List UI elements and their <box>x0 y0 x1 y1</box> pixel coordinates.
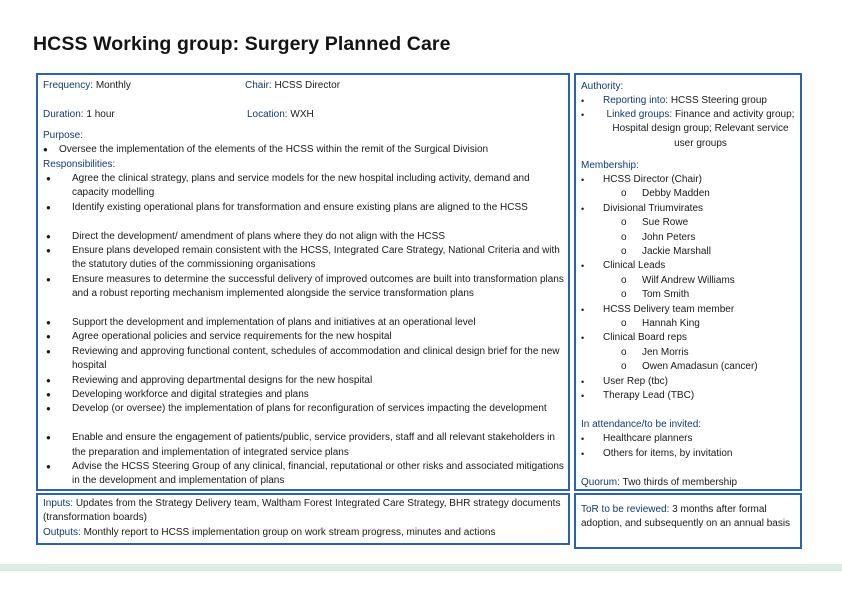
member-group-name: Therapy Lead (TBC) <box>603 390 695 401</box>
bullet-icon: ● <box>46 375 51 385</box>
duration-value: 1 hour <box>86 109 115 120</box>
sub-bullet-icon: o <box>621 289 627 301</box>
sub-bullet-icon: o <box>621 217 627 229</box>
tor-label: ToR to be reviewed: <box>581 504 670 515</box>
member-name: Sue Rowe <box>642 217 689 229</box>
tor-field <box>581 503 796 532</box>
sub-bullet-icon: o <box>621 188 627 200</box>
inputs-outputs-panel <box>36 493 570 545</box>
responsibility-item: Enable and ensure the engagement of patients/public, service providers, staff and all relevant stakeholders in the preparation and implementation of integrated service plans <box>72 432 555 458</box>
member-group-name: Clinical Board reps <box>603 332 687 344</box>
member-name: Wilf Andrew Williams <box>642 274 735 286</box>
inputs-label: Inputs: <box>43 498 74 509</box>
member-name: Debby Madden <box>642 188 710 200</box>
bullet-icon: • <box>581 449 585 459</box>
bullet-icon: • <box>581 333 585 344</box>
bullet-icon: ● <box>46 202 51 212</box>
member-name: Tom Smith <box>642 289 690 301</box>
sub-bullet-icon: o <box>621 246 627 257</box>
bullet-icon: • <box>581 434 585 444</box>
bullet-icon: ● <box>46 404 51 414</box>
bullet-icon: • <box>581 376 585 387</box>
member-name: Hannah King <box>642 318 700 329</box>
bullet-icon: • <box>581 391 585 401</box>
outputs-value: Monthly report to HCSS implementation group on work stream progress, minutes and actions <box>83 527 496 538</box>
bullet-icon: • <box>581 261 585 272</box>
responsibilities-heading: Responsibilities: <box>43 159 116 170</box>
responsibility-item: Support the development and implementation of plans and initiatives at an operational level <box>72 317 476 328</box>
responsibility-item: Ensure measures to determine the successful delivery of improved outcomes are built into transformation plans and a robust reporting mechanism implemented alongside the service transformation plans <box>72 273 564 300</box>
reporting-label: Reporting into: <box>603 95 669 106</box>
member-group-name: User Rep (tbc) <box>603 375 669 387</box>
location-value: WXH <box>290 109 314 120</box>
bullet-icon: • <box>581 175 585 185</box>
location-field <box>247 108 314 122</box>
duration-label: Duration: <box>43 109 84 120</box>
quorum-field <box>581 476 737 490</box>
sub-bullet-icon: o <box>621 361 627 373</box>
sub-bullet-icon: o <box>621 318 627 329</box>
sub-bullet-icon: o <box>621 346 627 358</box>
bullet-icon: ● <box>46 231 51 241</box>
bullet-icon: • <box>581 96 585 106</box>
member-group-name: Clinical Leads <box>603 260 666 272</box>
member-name: Jackie Marshall <box>642 246 711 257</box>
member-group-name: HCSS Director (Chair) <box>603 174 702 185</box>
frequency-value: Monthly <box>95 80 131 91</box>
bullet-icon: ● <box>46 246 51 255</box>
outputs-field <box>43 526 561 540</box>
responsibility-item: Advise the HCSS Steering Group of any clinical, financial, reputational or other risks and associated mitigations in the development and implementation of plans <box>72 461 564 487</box>
chair-value: HCSS Director <box>274 80 341 91</box>
bullet-icon: ● <box>43 145 48 154</box>
authority-heading: Authority: <box>581 81 624 92</box>
attendance-item: Healthcare planners <box>603 433 693 444</box>
linked-value: Finance and activity group; Hospital design group; Relevant service user groups <box>612 109 795 149</box>
sub-bullet-icon: o <box>621 274 627 286</box>
responsibility-item: Develop (or oversee) the implementation of plans for reconfiguration of services impacting the development <box>72 403 547 415</box>
bullet-icon: • <box>581 110 585 120</box>
purpose-item <box>43 143 488 157</box>
reporting-value: HCSS Steering group <box>670 95 767 106</box>
attendance-item: Others for items, by invitation <box>603 448 733 459</box>
responsibility-item: Identify existing operational plans for transformation and ensure existing plans are aligned to the HCSS <box>72 201 528 213</box>
bullet-icon: ● <box>46 332 51 342</box>
bullet-icon: ● <box>46 274 51 284</box>
inputs-value: Updates from the Strategy Delivery team, Waltham Forest Integrated Care Strategy, BHR strategy documents (transformation boards) <box>43 498 561 524</box>
linked-field <box>603 108 798 151</box>
quorum-label: Quorum: <box>581 477 620 488</box>
inputs-field <box>43 497 561 526</box>
sub-bullet-icon: o <box>621 231 627 243</box>
bullet-icon: ● <box>46 346 51 356</box>
responsibility-item: Agree operational policies and service requirements for the new hospital <box>72 331 392 343</box>
purpose-text: Oversee the implementation of the elements of the HCSS within the remit of the Surgical Division <box>58 144 489 155</box>
reporting-field <box>603 94 798 108</box>
bullet-icon: ● <box>46 318 51 327</box>
frequency-label: Frequency: <box>43 80 94 91</box>
responsibility-item: Ensure plans developed remain consistent with the HCSS, Integrated Care Strategy, National Criteria and with the statutory duties of the commissioning organisations <box>72 245 560 271</box>
bullet-icon: • <box>581 203 585 214</box>
location-label: Location: <box>247 109 288 120</box>
responsibility-item: Reviewing and approving functional content, schedules of accommodation and clinical design brief for the new hospital <box>72 345 560 372</box>
member-name: John Peters <box>642 231 696 243</box>
duration-field <box>43 108 115 122</box>
member-name: Jen Morris <box>642 346 689 358</box>
responsibility-item: Reviewing and approving departmental designs for the new hospital <box>72 374 373 386</box>
quorum-value: Two thirds of membership <box>622 477 738 488</box>
purpose-heading: Purpose: <box>43 130 84 141</box>
bullet-icon: ● <box>46 433 51 443</box>
frequency-field <box>43 79 131 93</box>
chair-label: Chair: <box>245 80 272 91</box>
bullet-icon: ● <box>46 174 51 183</box>
authority-panel <box>574 73 802 491</box>
responsibility-item: Developing workforce and digital strategies and plans <box>72 389 309 400</box>
attendance-heading: In attendance/to be invited: <box>581 419 702 430</box>
member-name: Owen Amadasun (cancer) <box>642 361 758 373</box>
responsibility-item: Direct the development/ amendment of plans where they do not align with the HCSS <box>72 230 445 242</box>
footer-band <box>0 564 842 571</box>
terms-panel <box>36 73 570 491</box>
page-title: HCSS Working group: Surgery Planned Care <box>33 33 451 55</box>
tor-value: 3 months after formal adoption, and subsequently on an annual basis <box>581 504 791 530</box>
bullet-icon: • <box>581 304 585 315</box>
membership-heading: Membership: <box>581 160 639 171</box>
bullet-icon: ● <box>46 462 51 471</box>
responsibility-item: Agree the clinical strategy, plans and service models for the new hospital including activity, demand and capacity modelling <box>72 173 530 199</box>
tor-panel <box>574 493 802 549</box>
linked-label: Linked groups: <box>606 109 673 120</box>
bullet-icon: ● <box>46 390 51 399</box>
chair-field <box>245 79 340 93</box>
outputs-label: Outputs: <box>43 527 81 538</box>
member-group-name: Divisional Triumvirates <box>603 202 704 214</box>
member-group-name: HCSS Delivery team member <box>603 303 735 315</box>
